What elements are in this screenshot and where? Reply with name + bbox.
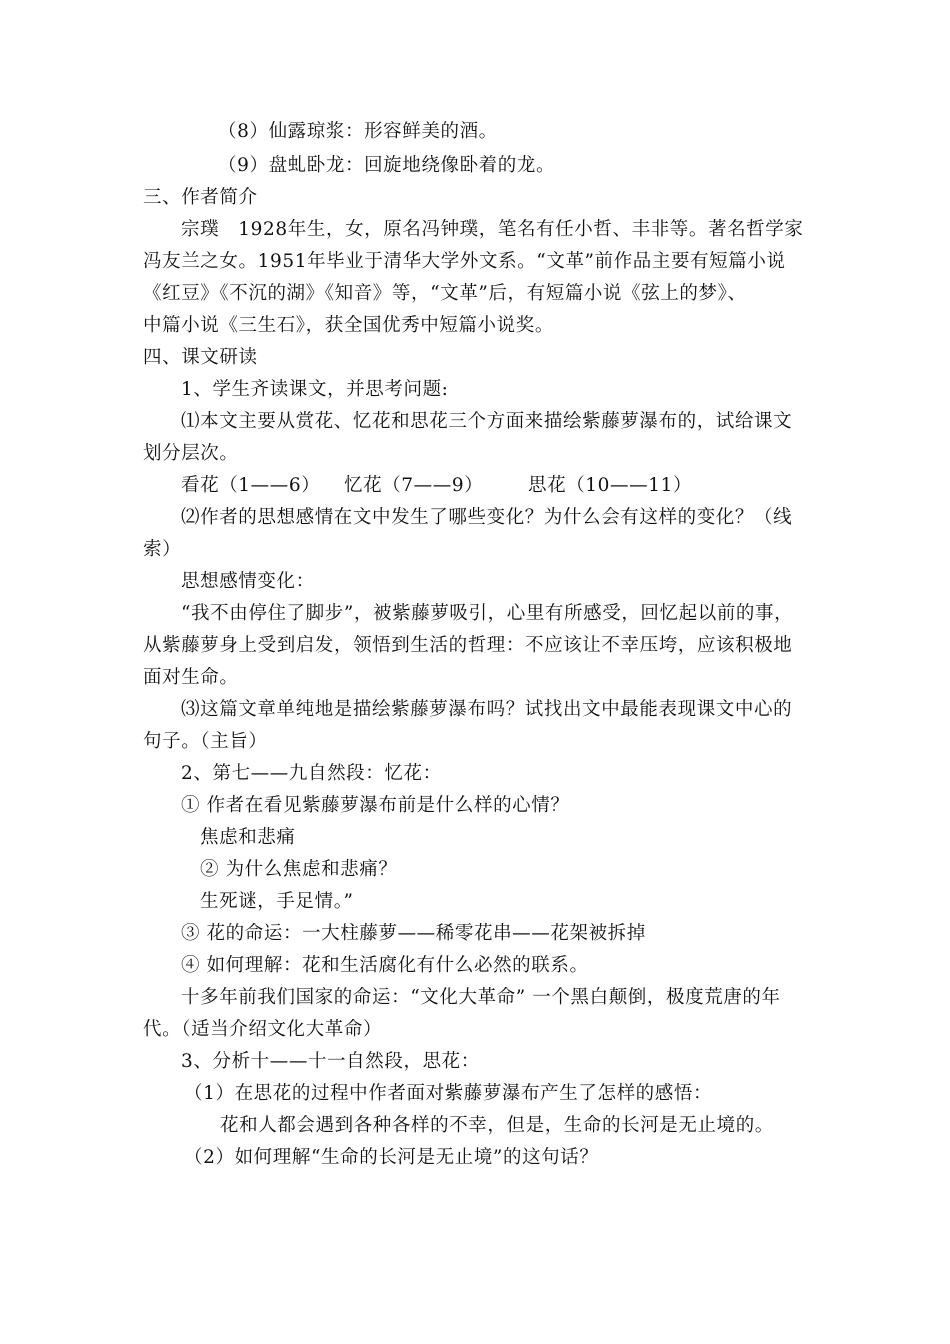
author-bio-line-4: 中篇小说《三生石》，获全国优秀中短篇小说奖。 (143, 315, 554, 336)
emotion-change-label: 思想感情变化： (181, 571, 315, 592)
question-3-line-2: 句子。（主旨） (143, 731, 268, 752)
history-note-line-2: 代。（适当介绍文化大革命） (143, 1019, 383, 1040)
author-bio-line-3: 《红豆》《不沉的湖》《知音》等，“文革”后，有短篇小说《弦上的梦》、 (143, 283, 747, 304)
reflection-answer-1: 花和人都会遇到各种各样的不幸，但是，生命的长河是无止境的。 (220, 1115, 774, 1136)
part-2: 忆花（7——9） (344, 475, 484, 496)
study-item-3: 3、分析十——十一自然段，思花： (181, 1051, 480, 1072)
question-2-line-2: 索） (143, 539, 182, 560)
section-heading-author: 三、作者简介 (143, 187, 258, 208)
recall-question-2: ② 为什么焦虑和悲痛？ (200, 859, 398, 880)
part-1: 看花（1——6） (181, 475, 321, 496)
recall-item-3: ③ 花的命运：一大柱藤萝——稀零花串——花架被拆掉 (181, 923, 646, 944)
author-bio-line-1: 宗璞 1928年生，女，原名冯钟璞，笔名有任小哲、丰非等。著名哲学家 (181, 219, 804, 240)
question-1-line-1: ⑴本文主要从赏花、忆花和思花三个方面来描绘紫藤萝瀑布的，试给课文 (181, 411, 793, 432)
recall-item-4: ④ 如何理解：花和生活腐化有什么必然的联系。 (181, 955, 589, 976)
recall-answer-2: 生死谜，手足情。” (200, 891, 354, 912)
reflection-question-1: （1）在思花的过程中作者面对紫藤萝瀑布产生了怎样的感悟： (184, 1083, 713, 1104)
emotion-change-line-3: 面对生命。 (143, 667, 239, 688)
reflection-question-2: （2）如何理解“生命的长河是无止境”的这句话？ (184, 1147, 599, 1168)
emotion-change-line-1: “我不由停住了脚步”，被紫藤萝吸引，心里有所感受，回忆起以前的事， (181, 603, 794, 624)
section-heading-study: 四、课文研读 (143, 347, 258, 368)
study-item-2: 2、第七——九自然段：忆花： (181, 763, 442, 784)
part-3: 思花（10——11） (528, 475, 693, 496)
vocab-item-9: （9）盘虬卧龙：回旋地绕像卧着的龙。 (218, 155, 556, 176)
recall-answer-1: 焦虑和悲痛 (200, 827, 296, 848)
study-item-1: 1、学生齐读课文，并思考问题: (181, 379, 449, 400)
history-note-line-1: 十多年前我们国家的命运：“文化大革命” 一个黑白颠倒，极度荒唐的年 (181, 987, 781, 1008)
author-bio-line-2: 冯友兰之女。1951年毕业于清华大学外文系。“文革”前作品主要有短篇小说 (143, 251, 786, 272)
question-3-line-1: ⑶这篇文章单纯地是描绘紫藤萝瀑布吗？试找出文中最能表现课文中心的 (181, 699, 793, 720)
emotion-change-line-2: 从紫藤萝身上受到启发，领悟到生活的哲理：不应该让不幸压垮，应该积极地 (143, 635, 793, 656)
question-2-line-1: ⑵作者的思想感情在文中发生了哪些变化？为什么会有这样的变化？（线 (181, 507, 793, 528)
question-1-line-2: 划分层次。 (143, 443, 239, 464)
recall-question-1: ① 作者在看见紫藤萝瀑布前是什么样的心情？ (181, 795, 570, 816)
vocab-item-8: （8）仙露琼浆：形容鲜美的酒。 (218, 121, 498, 142)
